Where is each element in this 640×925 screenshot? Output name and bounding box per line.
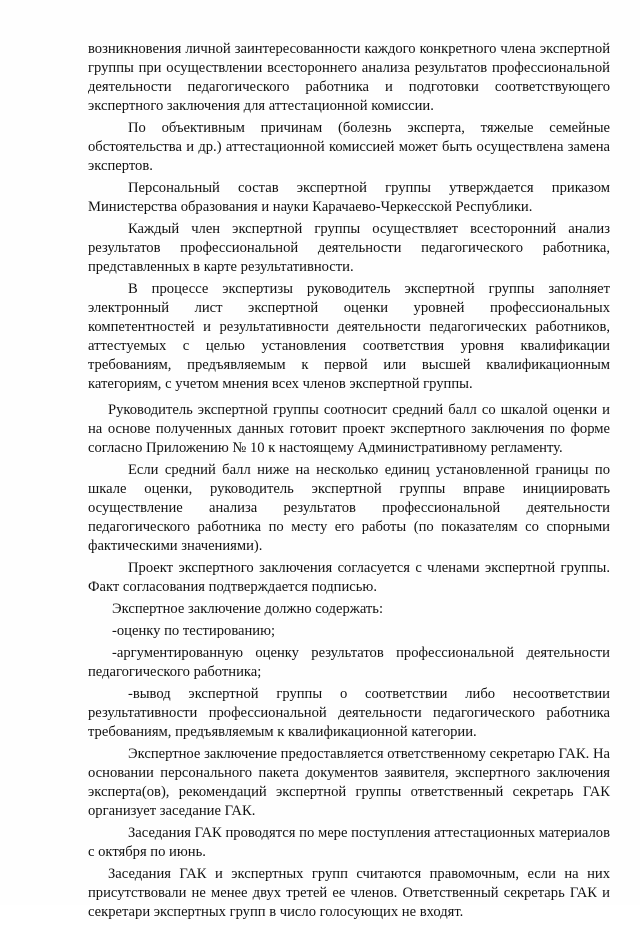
paragraph-4: Каждый член экспертной группы осуществляет всесторонний анализ результатов профессиональной деятельности педагогического работника, представленных в карте результативности. — [88, 221, 610, 275]
paragraph-8: Проект экспертного заключения согласуется с членами экспертной группы. Факт согласования подтверждается подписью. — [88, 560, 610, 595]
paragraph-9: Экспертное заключение предоставляется ответственному секретарю ГАК. На основании персонального пакета документов заявителя, экспертного заключения эксперта(ов), рекомендаций экспертной группы ответственный секретарь ГАК организует заседание ГАК. — [88, 746, 610, 819]
paragraph-10: Заседания ГАК проводятся по мере поступления аттестационных материалов с октября по июнь. — [88, 825, 610, 860]
list-intro: Экспертное заключение должно содержать: — [112, 601, 384, 617]
paragraph-2: По объективным причинам (болезнь эксперта, тяжелые семейные обстоятельства и др.) аттестационной комиссией может быть осуществлена замена экспертов. — [88, 120, 610, 174]
paragraph-7: Если средний балл ниже на несколько единиц установленной границы по шкале оценки, руководитель экспертной группы вправе инициировать осуществление анализа результатов профессиональной деятельности педагогического работника по месту его работы (по показателям со спорными фактическими значениями). — [88, 462, 610, 554]
document-body — [88, 40, 610, 925]
paragraph-11: Заседания ГАК и экспертных групп считаются правомочным, если на них присутствовали не менее двух третей ее членов. Ответственный секретарь ГАК и секретари экспертных групп в число голосующих не входят. — [88, 866, 610, 920]
list-item-1: -оценку по тестированию; — [112, 623, 276, 639]
paragraph-1: возникновения личной заинтересованности каждого конкретного члена экспертной группы при осуществлении всестороннего анализа результатов профессиональной деятельности педагогического работника и подготовки соответствующего экспертного заключения для аттестационной комиссии. — [88, 41, 610, 114]
paragraph-3: Персональный состав экспертной группы утверждается приказом Министерства образования и науки Карачаево-Черкесской Республики. — [88, 180, 610, 215]
list-item-3: -вывод экспертной группы о соответствии либо несоответствии результативности профессиональной деятельности педагогического работника требованиям, предъявляемым к квалификационной категории. — [88, 686, 610, 740]
list-item-2: -аргументированную оценку результатов профессиональной деятельности педагогического работника; — [88, 645, 610, 680]
paragraph-6: Руководитель экспертной группы соотносит средний балл со шкалой оценки и на основе полученных данных готовит проект экспертного заключения по форме согласно Приложению № 10 к настоящему Административному регламенту. — [88, 402, 610, 456]
paragraph-5: В процессе экспертизы руководитель экспертной группы заполняет электронный лист экспертной оценки уровней профессиональных компетентностей и результативности деятельности педагогических работников, аттестуемых с целью установления соответствия уровня квалификации требованиям, предъявляемым к первой или высшей квалификационным категориям, с учетом мнения всех членов экспертной группы. — [88, 281, 610, 392]
